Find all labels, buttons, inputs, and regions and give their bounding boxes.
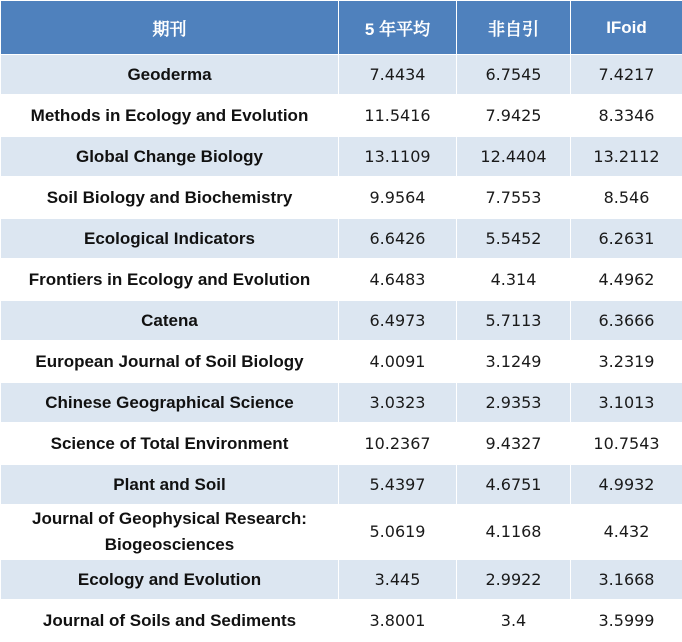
header-ifoid: IFoid	[571, 1, 682, 55]
ifoid-value: 3.2319	[571, 341, 682, 382]
journal-name: Global Change Biology	[1, 136, 339, 177]
table-row	[1, 382, 682, 423]
journal-name: Methods in Ecology and Evolution	[1, 95, 339, 136]
five-year-average-value: 3.0323	[339, 382, 457, 423]
ifoid-value: 10.7543	[571, 423, 682, 464]
five-year-average-value: 7.4434	[339, 55, 457, 96]
journal-name: European Journal of Soil Biology	[1, 341, 339, 382]
header-journal: 期刊	[1, 1, 339, 55]
non-self-citation-value: 12.4404	[457, 136, 571, 177]
journal-name: Soil Biology and Biochemistry	[1, 177, 339, 218]
ifoid-value: 3.5999	[571, 600, 682, 641]
journal-name: Journal of Soils and Sediments	[1, 600, 339, 641]
five-year-average-value: 4.6483	[339, 259, 457, 300]
table-row	[1, 55, 682, 96]
non-self-citation-value: 9.4327	[457, 423, 571, 464]
five-year-average-value: 11.5416	[339, 95, 457, 136]
journal-name: Catena	[1, 300, 339, 341]
five-year-average-value: 6.6426	[339, 218, 457, 259]
five-year-average-value: 6.4973	[339, 300, 457, 341]
journal-name: Geoderma	[1, 55, 339, 96]
ifoid-value: 6.2631	[571, 218, 682, 259]
five-year-average-value: 5.4397	[339, 464, 457, 505]
journal-name: Ecology and Evolution	[1, 559, 339, 600]
ifoid-value: 4.4962	[571, 259, 682, 300]
non-self-citation-value: 2.9353	[457, 382, 571, 423]
five-year-average-value: 5.0619	[339, 505, 457, 559]
table-row	[1, 423, 682, 464]
table-row	[1, 300, 682, 341]
table-row	[1, 559, 682, 600]
journal-name: Science of Total Environment	[1, 423, 339, 464]
non-self-citation-value: 6.7545	[457, 55, 571, 96]
table-row	[1, 136, 682, 177]
table-row	[1, 341, 682, 382]
ifoid-value: 4.9932	[571, 464, 682, 505]
ifoid-value: 8.3346	[571, 95, 682, 136]
non-self-citation-value: 5.5452	[457, 218, 571, 259]
ifoid-value: 8.546	[571, 177, 682, 218]
table-row	[1, 177, 682, 218]
journal-name: Frontiers in Ecology and Evolution	[1, 259, 339, 300]
five-year-average-value: 9.9564	[339, 177, 457, 218]
non-self-citation-value: 7.9425	[457, 95, 571, 136]
table-row	[1, 218, 682, 259]
ifoid-value: 6.3666	[571, 300, 682, 341]
ifoid-value: 13.2112	[571, 136, 682, 177]
journal-name: Chinese Geographical Science	[1, 382, 339, 423]
non-self-citation-value: 2.9922	[457, 559, 571, 600]
non-self-citation-value: 3.1249	[457, 341, 571, 382]
table-row	[1, 259, 682, 300]
journal-name: Ecological Indicators	[1, 218, 339, 259]
journal-name: Journal of Geophysical Research: Biogeosciences	[1, 505, 339, 559]
five-year-average-value: 10.2367	[339, 423, 457, 464]
non-self-citation-value: 4.6751	[457, 464, 571, 505]
five-year-average-value: 3.445	[339, 559, 457, 600]
non-self-citation-value: 5.7113	[457, 300, 571, 341]
journal-name: Plant and Soil	[1, 464, 339, 505]
non-self-citation-value: 4.314	[457, 259, 571, 300]
ifoid-value: 7.4217	[571, 55, 682, 96]
header-non-self-citation: 非自引	[457, 1, 571, 55]
table-row	[1, 600, 682, 641]
ifoid-value: 4.432	[571, 505, 682, 559]
header-five-year-average: 5 年平均	[339, 1, 457, 55]
table-header-row	[1, 1, 682, 55]
table-row	[1, 464, 682, 505]
five-year-average-value: 4.0091	[339, 341, 457, 382]
non-self-citation-value: 4.1168	[457, 505, 571, 559]
ifoid-value: 3.1013	[571, 382, 682, 423]
non-self-citation-value: 3.4	[457, 600, 571, 641]
five-year-average-value: 13.1109	[339, 136, 457, 177]
table-row	[1, 505, 682, 559]
table-row	[1, 95, 682, 136]
non-self-citation-value: 7.7553	[457, 177, 571, 218]
ifoid-value: 3.1668	[571, 559, 682, 600]
five-year-average-value: 3.8001	[339, 600, 457, 641]
